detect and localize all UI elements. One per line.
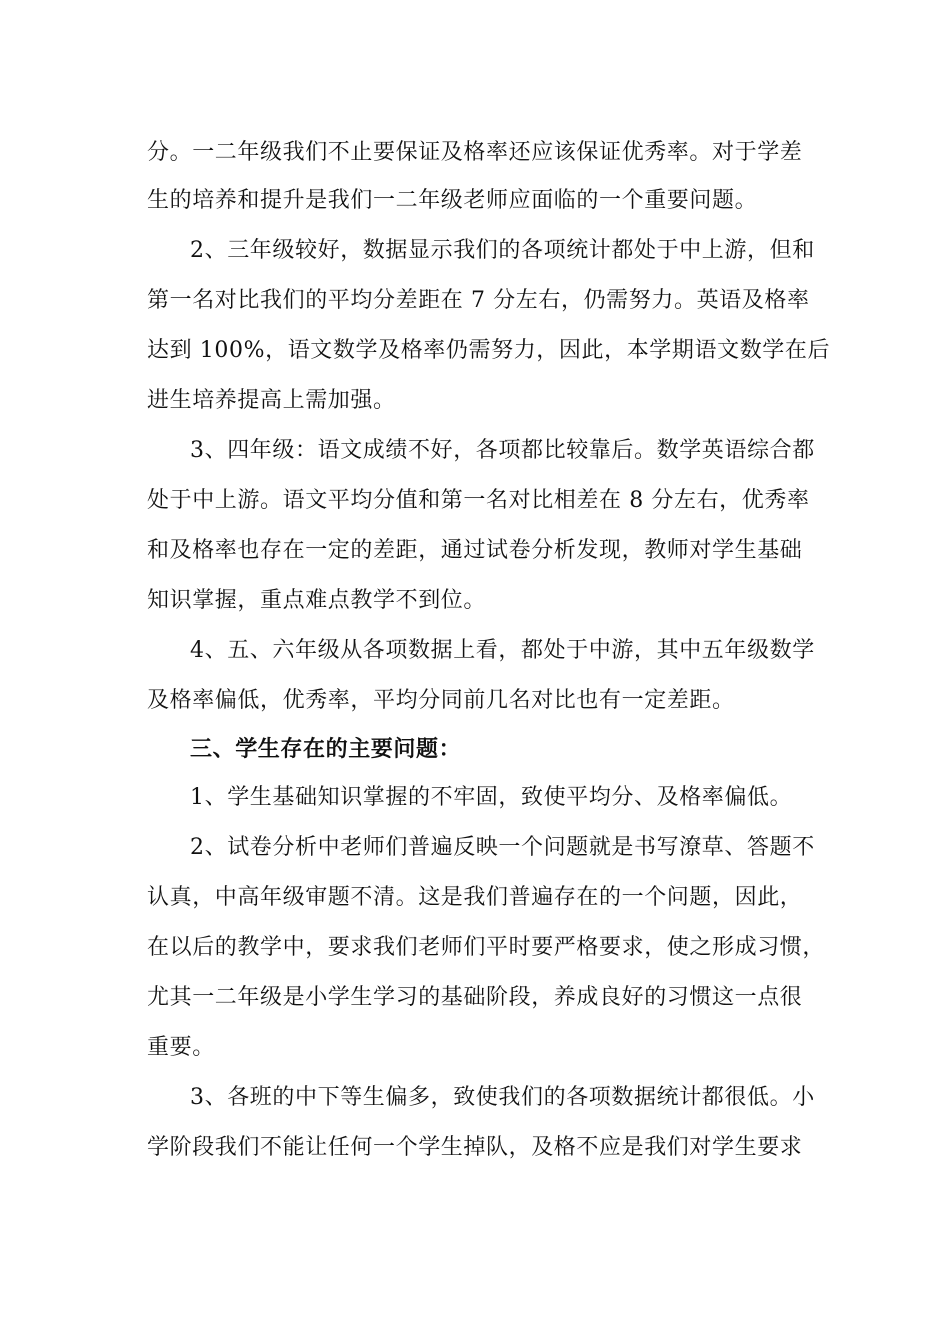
paragraph-line: 4、五、六年级从各项数据上看，都处于中游，其中五年级数学 [190,638,815,663]
paragraph-line: 达到 100%，语文数学及格率仍需努力，因此，本学期语文数学在后 [147,338,831,363]
paragraph-line: 认真，中高年级审题不清。这是我们普遍存在的一个问题，因此， [147,885,803,910]
paragraph-line: 重要。 [147,1035,215,1060]
paragraph-line: 处于中上游。语文平均分值和第一名对比相差在 8 分左右，优秀率 [147,488,810,513]
paragraph-line: 知识掌握，重点难点教学不到位。 [147,588,487,613]
paragraph-line: 尤其一二年级是小学生学习的基础阶段，养成良好的习惯这一点很 [147,985,803,1010]
paragraph-line: 生的培养和提升是我们一二年级老师应面临的一个重要问题。 [147,188,758,213]
paragraph-line: 和及格率也存在一定的差距，通过试卷分析发现，教师对学生基础 [147,538,803,563]
paragraph-line: 3、各班的中下等生偏多，致使我们的各项数据统计都很低。小 [190,1085,815,1110]
paragraph-line: 2、试卷分析中老师们普遍反映一个问题就是书写潦草、答题不 [190,835,815,860]
paragraph-line: 3、四年级：语文成绩不好，各项都比较靠后。数学英语综合都 [190,438,815,463]
paragraph-line: 在以后的教学中，要求我们老师们平时要严格要求，使之形成习惯， [147,935,826,960]
paragraph-line: 2、三年级较好，数据显示我们的各项统计都处于中上游，但和 [190,238,815,263]
paragraph-line: 学阶段我们不能让任何一个学生掉队，及格不应是我们对学生要求 [147,1135,803,1160]
paragraph-line: 及格率偏低，优秀率，平均分同前几名对比也有一定差距。 [147,688,735,713]
paragraph-line: 1、学生基础知识掌握的不牢固，致使平均分、及格率偏低。 [190,785,793,810]
paragraph-line: 第一名对比我们的平均分差距在 7 分左右，仍需努力。英语及格率 [147,288,810,313]
paragraph-line: 分。一二年级我们不止要保证及格率还应该保证优秀率。对于学差 [147,140,803,165]
section-heading: 三、学生存在的主要问题： [190,736,462,762]
paragraph-line: 进生培养提高上需加强。 [147,388,396,413]
